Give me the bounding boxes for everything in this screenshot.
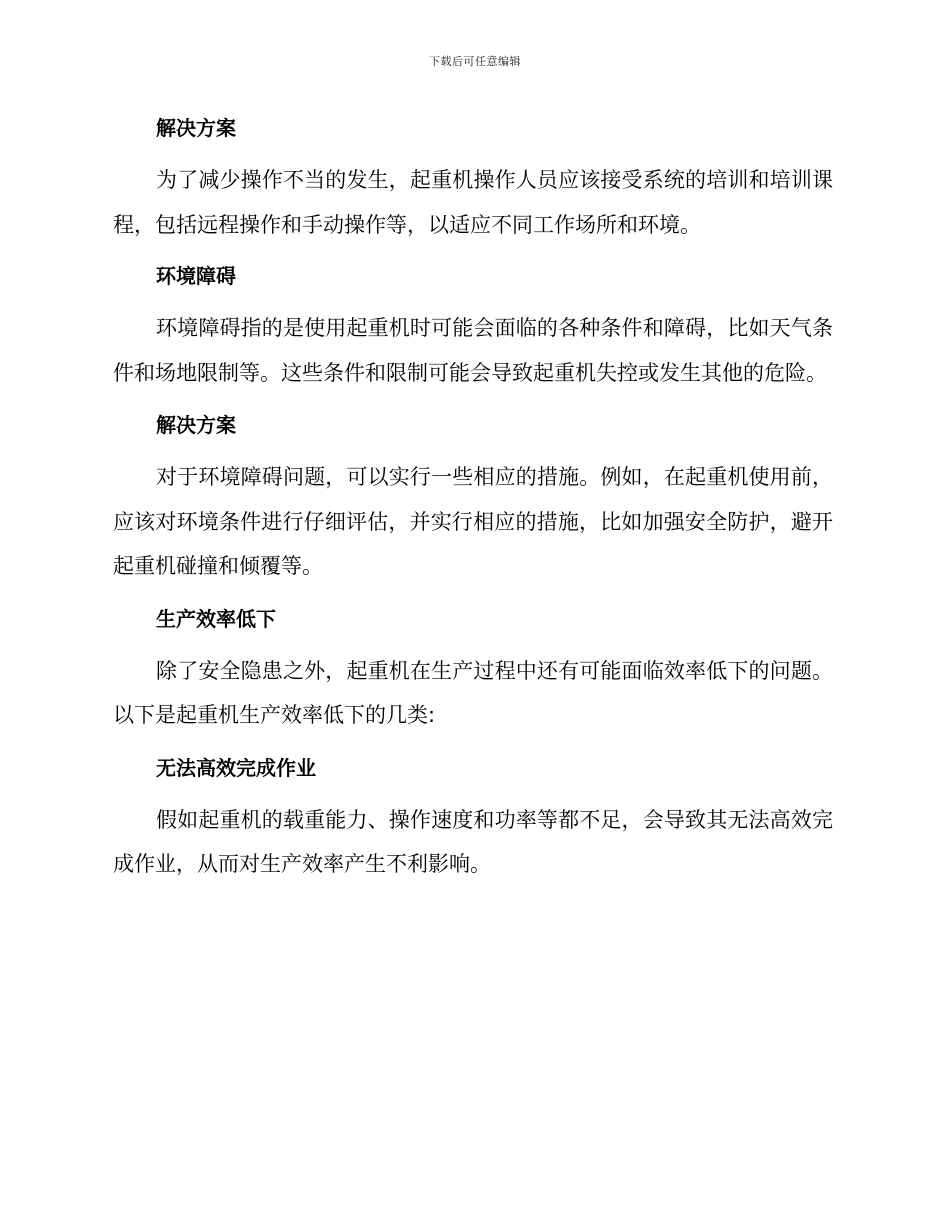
section-heading-solution-2: 解决方案 bbox=[156, 413, 236, 437]
section-heading-solution-1: 解决方案 bbox=[156, 116, 236, 140]
section-paragraph-low-efficiency: 除了安全隐患之外，起重机在生产过程中还有可能面临效率低下的问题。以下是起重机生产效率低下的几类: bbox=[113, 658, 833, 727]
section-heading-low-efficiency: 生产效率低下 bbox=[156, 606, 276, 631]
document-body bbox=[113, 110, 833, 887]
section-paragraph-solution-1: 为了减少操作不当的发生，起重机操作人员应该接受系统的培训和培训课程，包括远程操作和手动操作等，以适应不同工作场所和环境。 bbox=[113, 168, 833, 237]
section-heading-environment-obstacles: 环境障碍 bbox=[156, 264, 236, 288]
section-paragraph-environment-obstacles: 环境障碍指的是使用起重机时可能会面临的各种条件和障碍，比如天气条件和场地限制等。这些条件和限制可能会导致起重机失控或发生其他的危险。 bbox=[113, 316, 833, 385]
page-header-note: 下载后可任意编辑 bbox=[429, 55, 521, 68]
section-heading-cannot-complete-work: 无法高效完成作业 bbox=[156, 755, 316, 780]
section-paragraph-cannot-complete-work: 假如起重机的载重能力、操作速度和功率等都不足，会导致其无法高效完成作业，从而对生产效率产生不利影响。 bbox=[113, 807, 833, 876]
section-paragraph-solution-2: 对于环境障碍问题，可以实行一些相应的措施。例如，在起重机使用前，应该对环境条件进行仔细评估，并实行相应的措施，比如加强安全防护，避开起重机碰撞和倾覆等。 bbox=[113, 465, 833, 578]
